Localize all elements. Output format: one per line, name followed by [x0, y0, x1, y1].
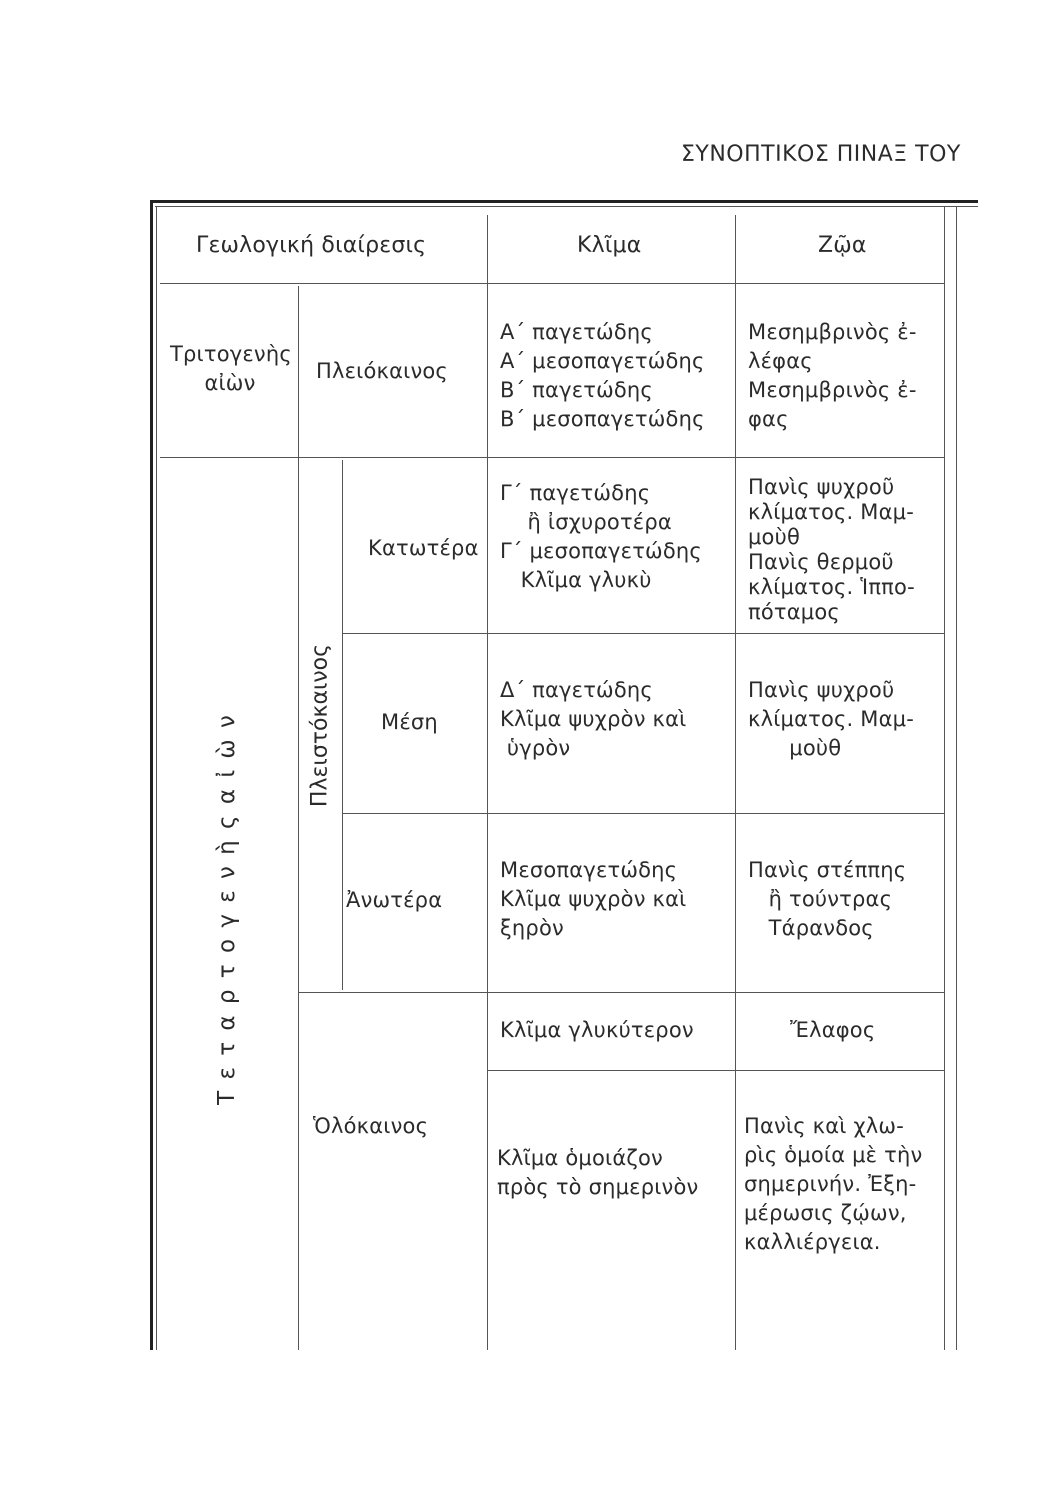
row-sep-lower: [342, 633, 944, 634]
col-header-climate: Κλῖμα: [577, 233, 642, 258]
upper-climate: Μεσοπαγετώδης Κλῖμα ψυχρὸν καὶ ξηρὸν: [500, 858, 687, 940]
middle-fauna: Πανὶς ψυχροῦ κλίματος. Μαμ- μοὺθ: [748, 678, 914, 760]
row-sep-tertiary: [160, 457, 944, 458]
col-header-fauna: Ζῷα: [818, 233, 867, 258]
running-head: ΣΥΝΟΠΤΙΚΟΣ ΠΙΝΑΞ ΤΟΥ: [681, 142, 961, 167]
table-top-rule-inner: [155, 206, 978, 207]
tertiary-fauna: Μεσημβρινὸς ἐ- λέφας Μεσημβρινὸς ἐ- φας: [748, 320, 917, 431]
row-sep-upper: [298, 992, 944, 993]
middle-pleistocene-label: Μέση: [381, 710, 438, 734]
row-sep-transition: [487, 1070, 944, 1071]
holocene-label: Ὁλόκαινος: [313, 1114, 429, 1138]
upper-fauna: Πανὶς στέππης ἢ τούντρας Τάρανδος: [748, 858, 907, 940]
col-header-geology: Γεωλογική διαίρεσις: [196, 233, 427, 258]
col-sep-climate: [487, 215, 488, 1350]
tertiary-climate: Α΄ παγετώδης Α΄ μεσοπαγετώδης Β΄ παγετώδης Β΄ μεσοπαγετώδης: [500, 320, 705, 431]
upper-pleistocene-label: Ἀνωτέρα: [346, 888, 443, 912]
transition-climate: Κλῖμα γλυκύτερον: [500, 1018, 694, 1042]
table-left-border-inner: [156, 206, 157, 1350]
header-bottom-rule: [160, 283, 944, 284]
pliocene-label: Πλειόκαινος: [316, 359, 448, 383]
middle-climate: Δ΄ παγετώδης Κλῖμα ψυχρὸν καὶ ὑγρὸν: [500, 678, 687, 760]
tertiary-era-label: Τριτογενὴς αἰὼν: [170, 342, 292, 395]
table-right-border-outer: [956, 206, 957, 1350]
table-left-border: [150, 200, 153, 1350]
holocene-climate: Κλῖμα ὁμοιάζον πρὸς τὸ σημερινὸν: [497, 1146, 699, 1199]
table-top-rule: [150, 200, 978, 203]
lower-climate: Γ΄ παγετώδης ἢ ἰσχυροτέρα Γ΄ μεσοπαγετώδης Κλῖμα γλυκὺ: [500, 481, 702, 592]
table-right-border: [944, 206, 945, 1350]
col-sep-fauna: [735, 215, 736, 1350]
quaternary-era-label: Τ ε τ α ρ τ ο γ ε ν ὴ ς α ἰ ὼ ν: [214, 713, 240, 1105]
sep-era: [298, 286, 299, 1350]
holocene-fauna: Πανὶς καὶ χλω- ρὶς ὁμοία μὲ τὴν σημερινήν. Ἐξη- μέρωσις ζῴων, καλλιέργεια.: [744, 1114, 923, 1254]
transition-fauna: Ἔλαφος: [790, 1018, 876, 1042]
lower-pleistocene-label: Κατωτέρα: [368, 536, 479, 560]
lower-fauna: Πανὶς ψυχροῦ κλίματος. Μαμ- μοὺθ Πανὶς θερμοῦ κλίματος. Ἱππο- πόταμος: [748, 475, 915, 624]
sep-pleistocene: [342, 460, 343, 990]
pleistocene-label: Πλειστόκαινος: [307, 643, 333, 808]
row-sep-middle: [342, 813, 944, 814]
